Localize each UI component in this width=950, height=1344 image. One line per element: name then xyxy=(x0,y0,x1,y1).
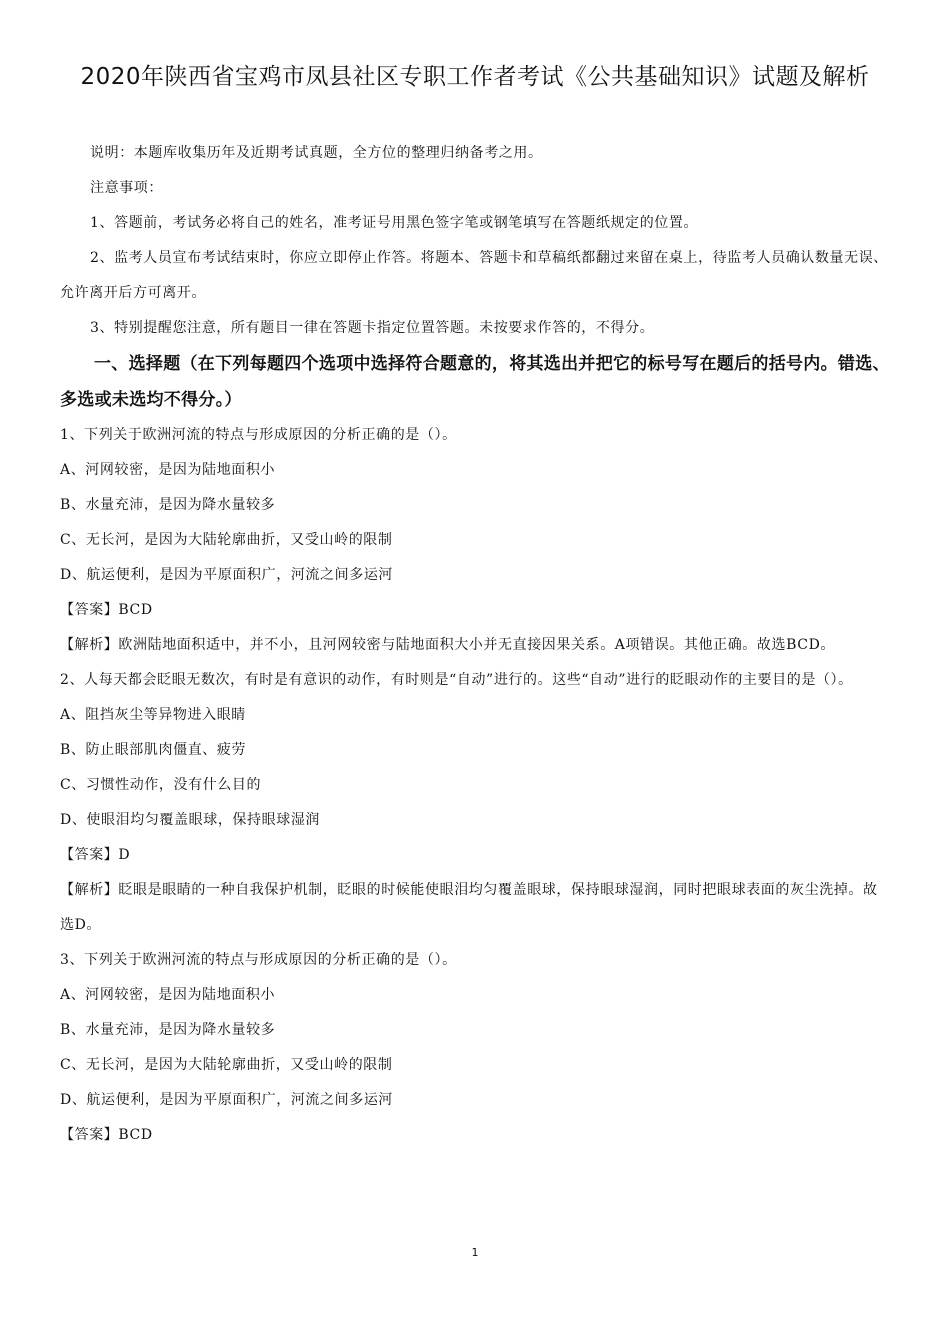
question-option: A、河网较密，是因为陆地面积小 xyxy=(60,462,276,478)
notes-heading: 注意事项： xyxy=(90,180,163,196)
question-analysis: 【解析】欧洲陆地面积适中，并不小，且河网较密与陆地面积大小并无直接因果关系。A项错误。其他正确。故选BCD。 xyxy=(60,637,835,653)
question-option: A、阻挡灰尘等异物进入眼睛 xyxy=(60,707,246,723)
question-option: B、水量充沛，是因为降水量较多 xyxy=(60,1022,276,1038)
question-stem: 2、人每天都会眨眼无数次，有时是有意识的动作，有时则是“自动”进行的。这些“自动”进行的眨眼动作的主要目的是（）。 xyxy=(60,672,853,688)
question-stem: 3、下列关于欧洲河流的特点与形成原因的分析正确的是（）。 xyxy=(60,952,457,968)
question-option: C、无长河，是因为大陆轮廓曲折，又受山岭的限制 xyxy=(60,532,393,548)
section-heading: 一、选择题（在下列每题四个选项中选择符合题意的，将其选出并把它的标号写在题后的括号内。错选、多选或未选均不得分。） xyxy=(60,354,890,410)
question-answer: 【答案】BCD xyxy=(60,602,153,618)
question-option: D、航运便利，是因为平原面积广，河流之间多运河 xyxy=(60,1092,394,1108)
note-item: 2、监考人员宣布考试结束时，你应立即停止作答。将题本、答题卡和草稿纸都翻过来留在桌上，待监考人员确认数量无误、允许离开后方可离开。 xyxy=(60,250,888,301)
question-option: B、水量充沛，是因为降水量较多 xyxy=(60,497,276,513)
intro-text: 说明：本题库收集历年及近期考试真题，全方位的整理归纳备考之用。 xyxy=(90,145,543,161)
question-option: C、习惯性动作，没有什么目的 xyxy=(60,777,262,793)
question-answer: 【答案】BCD xyxy=(60,1127,153,1143)
question-answer: 【答案】D xyxy=(60,847,131,863)
note-item: 1、答题前，考试务必将自己的姓名，准考证号用黑色签字笔或钢笔填写在答题纸规定的位置。 xyxy=(90,215,699,231)
page-number: 1 xyxy=(471,1246,479,1259)
question-option: A、河网较密，是因为陆地面积小 xyxy=(60,987,276,1003)
question-stem: 1、下列关于欧洲河流的特点与形成原因的分析正确的是（）。 xyxy=(60,427,457,443)
note-item: 3、特别提醒您注意，所有题目一律在答题卡指定位置答题。未按要求作答的，不得分。 xyxy=(90,320,655,336)
question-option: C、无长河，是因为大陆轮廓曲折，又受山岭的限制 xyxy=(60,1057,393,1073)
question-option: D、航运便利，是因为平原面积广，河流之间多运河 xyxy=(60,567,394,583)
question-option: B、防止眼部肌肉僵直、疲劳 xyxy=(60,742,247,758)
question-analysis: 【解析】眨眼是眼睛的一种自我保护机制，眨眼的时候能使眼泪均匀覆盖眼球，保持眼球湿润，同时把眼球表面的灰尘洗掉。故选D。 xyxy=(60,882,878,933)
document-title: 2020年陕西省宝鸡市凤县社区专职工作者考试《公共基础知识》试题及解析 xyxy=(80,64,870,90)
question-option: D、使眼泪均匀覆盖眼球，保持眼球湿润 xyxy=(60,812,321,828)
document-body xyxy=(60,136,892,1153)
